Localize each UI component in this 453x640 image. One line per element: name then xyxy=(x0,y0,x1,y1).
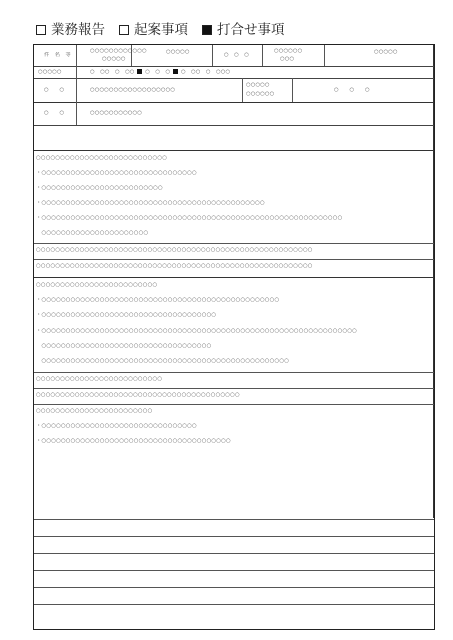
row-divider xyxy=(34,66,434,67)
content-line: ・○○○○○○○○○○○○○○○○○○○○○○○○○○○○○○○○○○○○○○○○○○○○○○ xyxy=(36,200,265,206)
place-label-sub: ○○○○○○ xyxy=(246,91,275,97)
content-line: ○○○○○○○○○○○○○○○○○○○○○○○○○○ xyxy=(36,376,163,382)
field-label: ○ ○ ○ xyxy=(224,52,249,58)
option-meeting[interactable] xyxy=(202,22,285,38)
content-line: ・○○○○○○○○○○○○○○○○○○○○○○○○○○○○○○○○○○○○○○○ xyxy=(36,438,231,444)
col-divider xyxy=(242,78,243,102)
date-value: ○○○○○○○○○○○○○○○○○○ xyxy=(90,87,176,93)
blank-line xyxy=(34,604,434,605)
checkbox-business-report[interactable] xyxy=(36,25,46,35)
checked-square-icon xyxy=(173,69,178,74)
category-options xyxy=(90,69,230,76)
option-business-report[interactable] xyxy=(36,22,105,38)
category-label: ○○○○○ xyxy=(38,69,62,75)
section-divider xyxy=(34,404,434,405)
meeting-form xyxy=(33,44,435,630)
content-line: ・○○○○○○○○○○○○○○○○○○○○○○○○○○○○○○○○○○○○○○○○○○○○○○○○○ xyxy=(36,297,280,303)
row-divider xyxy=(34,125,434,126)
content-line: ○○○○○○○○○○○○○○○○○○○○○○○○○○○○○○○○○○○○○○○○○○○○○○○○○○○ xyxy=(36,358,290,364)
attendee-label: ○ ○ xyxy=(44,110,65,116)
row-divider xyxy=(34,102,434,103)
option-proposal[interactable] xyxy=(119,22,188,38)
section-divider xyxy=(34,259,434,260)
content-line: ○○○○○○○○○○○○○○○○○○○○○○○○ xyxy=(36,408,153,414)
info-table xyxy=(34,45,434,153)
content-line: ○○○○○○○○○○○○○○○○○○○○○○○○○○○○○○○○○○○○○○○○○○○○○○○○○○○○○○○○○ xyxy=(36,263,313,269)
option-label: 打合せ事項 xyxy=(217,22,285,38)
report-type-selector xyxy=(36,22,285,38)
section-divider xyxy=(34,150,434,151)
blank-line xyxy=(34,519,434,520)
row-divider xyxy=(34,78,434,79)
place-label: ○○○○○ xyxy=(246,82,270,88)
blank-line xyxy=(34,553,434,554)
category-option-text: ○ ○○ ○ ○○ xyxy=(90,69,135,75)
content-line: ・○○○○○○○○○○○○○○○○○○○○○○○○○○○○○○○○ xyxy=(36,170,197,176)
attendee-value: ○○○○○○○○○○○ xyxy=(90,110,142,116)
col-divider xyxy=(212,45,213,66)
blank-line xyxy=(34,536,434,537)
col-divider xyxy=(324,45,325,66)
category-option-text: ○ ○○ ○ ○○○ xyxy=(180,69,231,75)
content-line: ・○○○○○○○○○○○○○○○○○○○○○○○○○○○○○○○○ xyxy=(36,423,197,429)
content-line: ○○○○○○○○○○○○○○○○○○○○○○○○○○○ xyxy=(36,155,168,161)
date-label: ○ ○ xyxy=(44,87,65,93)
col-divider xyxy=(262,45,263,66)
place-value: ○ ○ ○ xyxy=(334,87,370,93)
content-line: ・○○○○○○○○○○○○○○○○○○○○○○○○○○○○○○○○○○○○ xyxy=(36,312,217,318)
subject-value-sub: ○○○○○ xyxy=(102,56,126,62)
subject-value: ○○○○○○○○○○○○ xyxy=(90,48,147,54)
field-value: ○○○○○ xyxy=(166,49,190,55)
content-line: ○○○○○○○○○○○○○○○○○○○○○○○○○ xyxy=(36,282,158,288)
section-divider xyxy=(34,277,434,278)
option-label: 業務報告 xyxy=(51,22,105,38)
col-divider xyxy=(292,78,293,102)
content-line: ・○○○○○○○○○○○○○○○○○○○○○○○○○ xyxy=(36,185,163,191)
content-line: ○○○○○○○○○○○○○○○○○○○○○○ xyxy=(36,230,149,236)
checked-square-icon xyxy=(137,69,142,74)
checkbox-meeting[interactable] xyxy=(202,25,212,35)
section-divider xyxy=(34,388,434,389)
section-divider xyxy=(34,243,434,244)
subject-label: 件 名 等 xyxy=(44,52,71,58)
content-line: ○○○○○○○○○○○○○○○○○○○○○○○○○○○○○○○○○○○ xyxy=(36,343,212,349)
checkbox-proposal[interactable] xyxy=(119,25,129,35)
option-label: 起案事項 xyxy=(134,22,188,38)
content-line: ・○○○○○○○○○○○○○○○○○○○○○○○○○○○○○○○○○○○○○○○○○○○○○○○○○○○○○○○○○○○○○○ xyxy=(36,215,343,221)
blank-line xyxy=(34,587,434,588)
field-value: ○○○○○ xyxy=(374,49,398,55)
col-divider xyxy=(76,45,77,125)
content-line: ・○○○○○○○○○○○○○○○○○○○○○○○○○○○○○○○○○○○○○○○○○○○○○○○○○○○○○○○○○○○○○○○○○ xyxy=(36,328,358,334)
content-line: ○○○○○○○○○○○○○○○○○○○○○○○○○○○○○○○○○○○○○○○○○○○○○○○○○○○○○○○○○ xyxy=(36,247,313,253)
field-value-sub: ○○○ xyxy=(280,56,295,62)
section-divider xyxy=(34,372,434,373)
blank-line xyxy=(34,570,434,571)
category-option-text: ○ ○ ○ xyxy=(145,69,171,75)
content-line: ○○○○○○○○○○○○○○○○○○○○○○○○○○○○○○○○○○○○○○○○○○ xyxy=(36,392,240,398)
field-value: ○○○○○○ xyxy=(274,48,303,54)
